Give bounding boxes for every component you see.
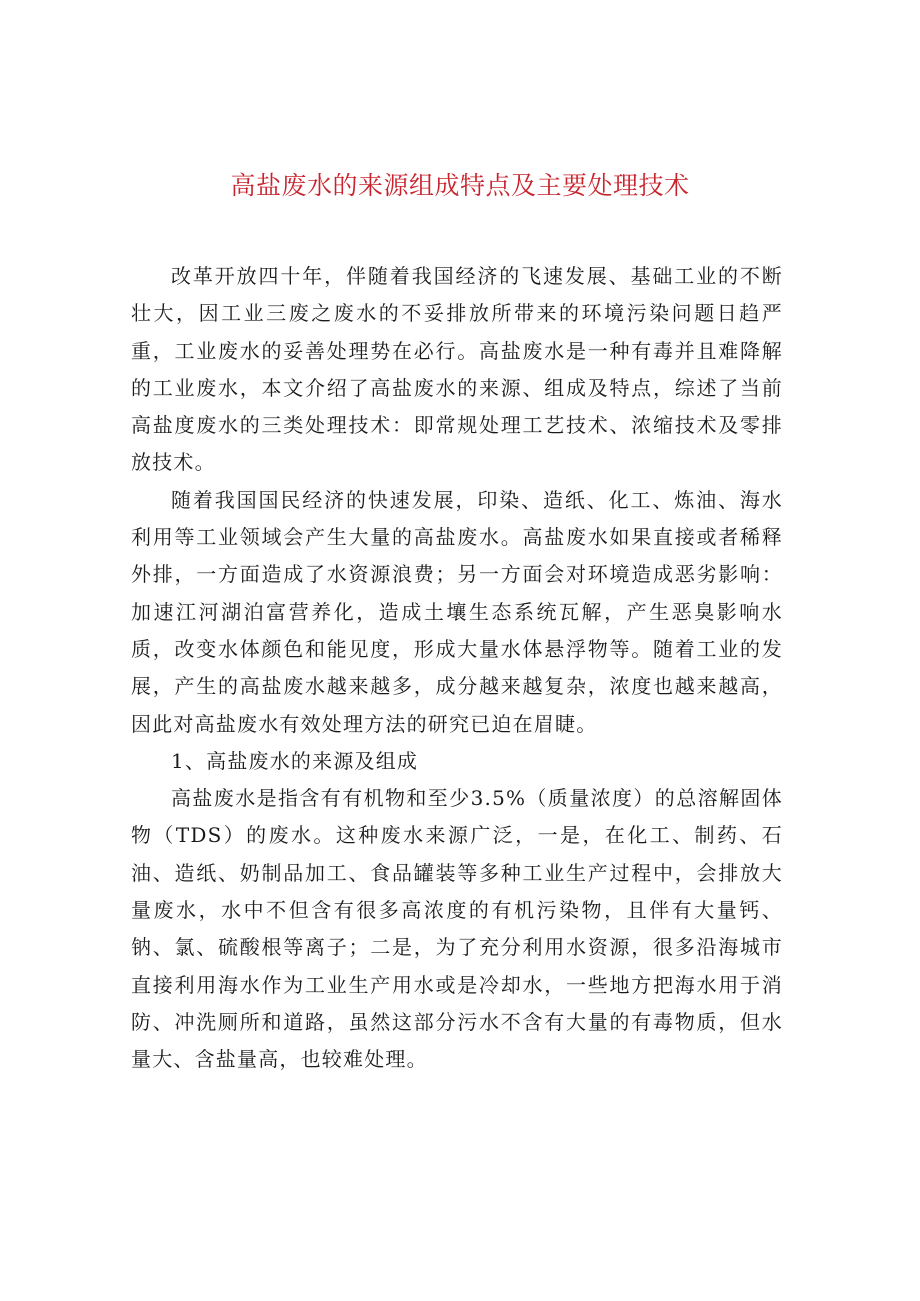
- background-paragraph: 随着我国国民经济的快速发展，印染、造纸、化工、炼油、海水利用等工业领域会产生大量的高盐废水。高盐废水如果直接或者稀释外排，一方面造成了水资源浪费；另一方面会对环境造成恶劣影响：加速江河湖泊富营养化，造成土壤生态系统瓦解，产生恶臭影响水质，改变水体颜色和能见度，形成大量水体悬浮物等。随着工业的发展，产生的高盐废水越来越多，成分越来越复杂，浓度也越来越高，因此对高盐废水有效处理方法的研究已迫在眉睫。: [131, 487, 783, 736]
- document-body: [131, 258, 783, 1079]
- section-paragraph: 高盐废水是指含有有机物和至少3.5%（质量浓度）的总溶解固体物（TDS）的废水。这种废水来源广泛，一是，在化工、制药、石油、造纸、奶制品加工、食品罐装等多种工业生产过程中，会排放大量废水，水中不但含有很多高浓度的有机污染物，且伴有大量钙、钠、氯、硫酸根等离子；二是，为了充分利用水资源，很多沿海城市直接利用海水作为工业生产用水或是冷却水，一些地方把海水用于消防、冲洗厕所和道路，虽然这部分污水不含有大量的有毒物质，但水量大、含盐量高，也较难处理。: [131, 786, 783, 1072]
- section-heading: 1、高盐废水的来源及组成: [171, 748, 419, 773]
- intro-paragraph: 改革开放四十年，伴随着我国经济的飞速发展、基础工业的不断壮大，因工业三废之废水的不妥排放所带来的环境污染问题日趋严重，工业废水的妥善处理势在必行。高盐废水是一种有毒并且难降解的工业废水，本文介绍了高盐废水的来源、组成及特点，综述了当前高盐度废水的三类处理技术：即常规处理工艺技术、浓缩技术及零排放技术。: [131, 264, 783, 475]
- document-title: 高盐废水的来源组成特点及主要处理技术: [230, 171, 690, 200]
